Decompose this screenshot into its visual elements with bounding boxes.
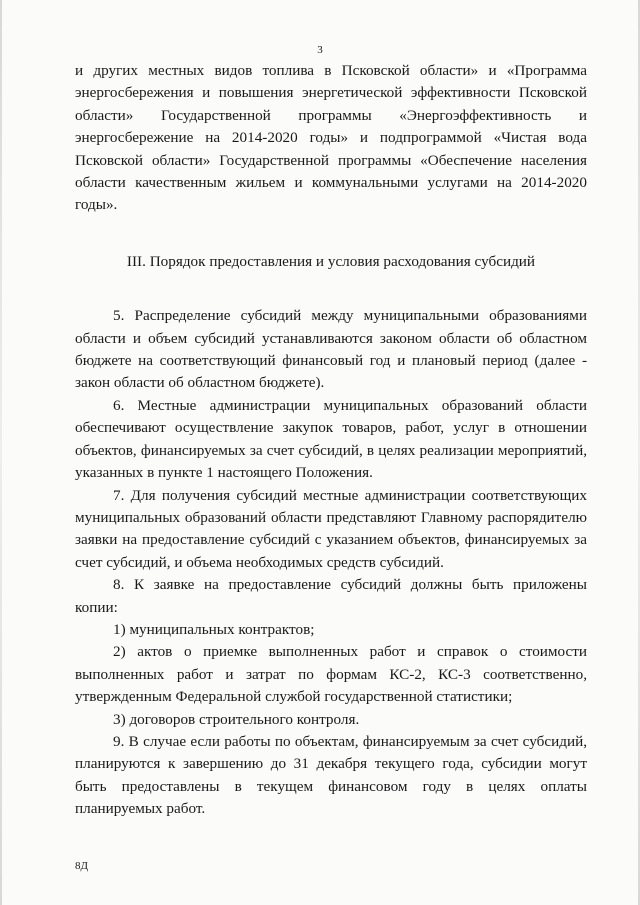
paragraph-7: 7. Для получения субсидий местные администрации соответствующих муниципальных образований области представляют Главному распорядителю заявки на предоставление субсидий с указанием объектов, финансируемых за счет субсидий, и объема необходимых средств субсидий. bbox=[75, 486, 587, 571]
page-number: 3 bbox=[317, 44, 323, 56]
page-edge-left bbox=[0, 0, 2, 905]
intro-paragraph: и других местных видов топлива в Псковской области» и «Программа энергосбережения и повышения энергетической эффективности Псковской области» Государственной программы «Энергоэффективность и энергосбережение на 2014-2020 годы» и подпрограммой «Чистая вода Псковской области» Государственной программы «Обеспечение населения области качественным жильем и коммунальными услугами на 2014-2020 годы». bbox=[75, 62, 587, 214]
section-heading: III. Порядок предоставления и условия расходования субсидий bbox=[126, 252, 536, 270]
document-body bbox=[75, 60, 587, 821]
paragraph-8: 8. К заявке на предоставление субсидий должны быть приложены копии: bbox=[75, 576, 587, 616]
paragraph-5: 5. Распределение субсидий между муниципальными образованиями области и объем субсидий устанавливаются законом области об областном бюджете на соответствующий финансовый год и плановый период (далее - закон области об областном бюджете). bbox=[75, 307, 587, 392]
list-item-1: 1) муниципальных контрактов; bbox=[113, 620, 315, 638]
list-item-2: 2) актов о приемке выполненных работ и справок о стоимости выполненных работ и затрат по формам КС-2, КС-3 соответственно, утвержденным Федеральной службой государственной статистики; bbox=[75, 643, 587, 706]
list-item-3: 3) договоров строительного контроля. bbox=[113, 710, 360, 728]
footer-code: 8Д bbox=[75, 860, 89, 872]
paragraph-9: 9. В случае если работы по объектам, финансируемым за счет субсидий, планируются к завершению до 31 декабря текущего года, субсидии могут быть предоставлены в текущем финансовом году в целях оплаты планируемых работ. bbox=[75, 732, 587, 818]
paragraph-6: 6. Местные администрации муниципальных образований области обеспечивают осуществление закупок товаров, работ, услуг в отношении объектов, финансируемых за счет субсидий, в целях реализации мероприятий, указанных в пункте 1 настоящего Положения. bbox=[75, 396, 587, 482]
